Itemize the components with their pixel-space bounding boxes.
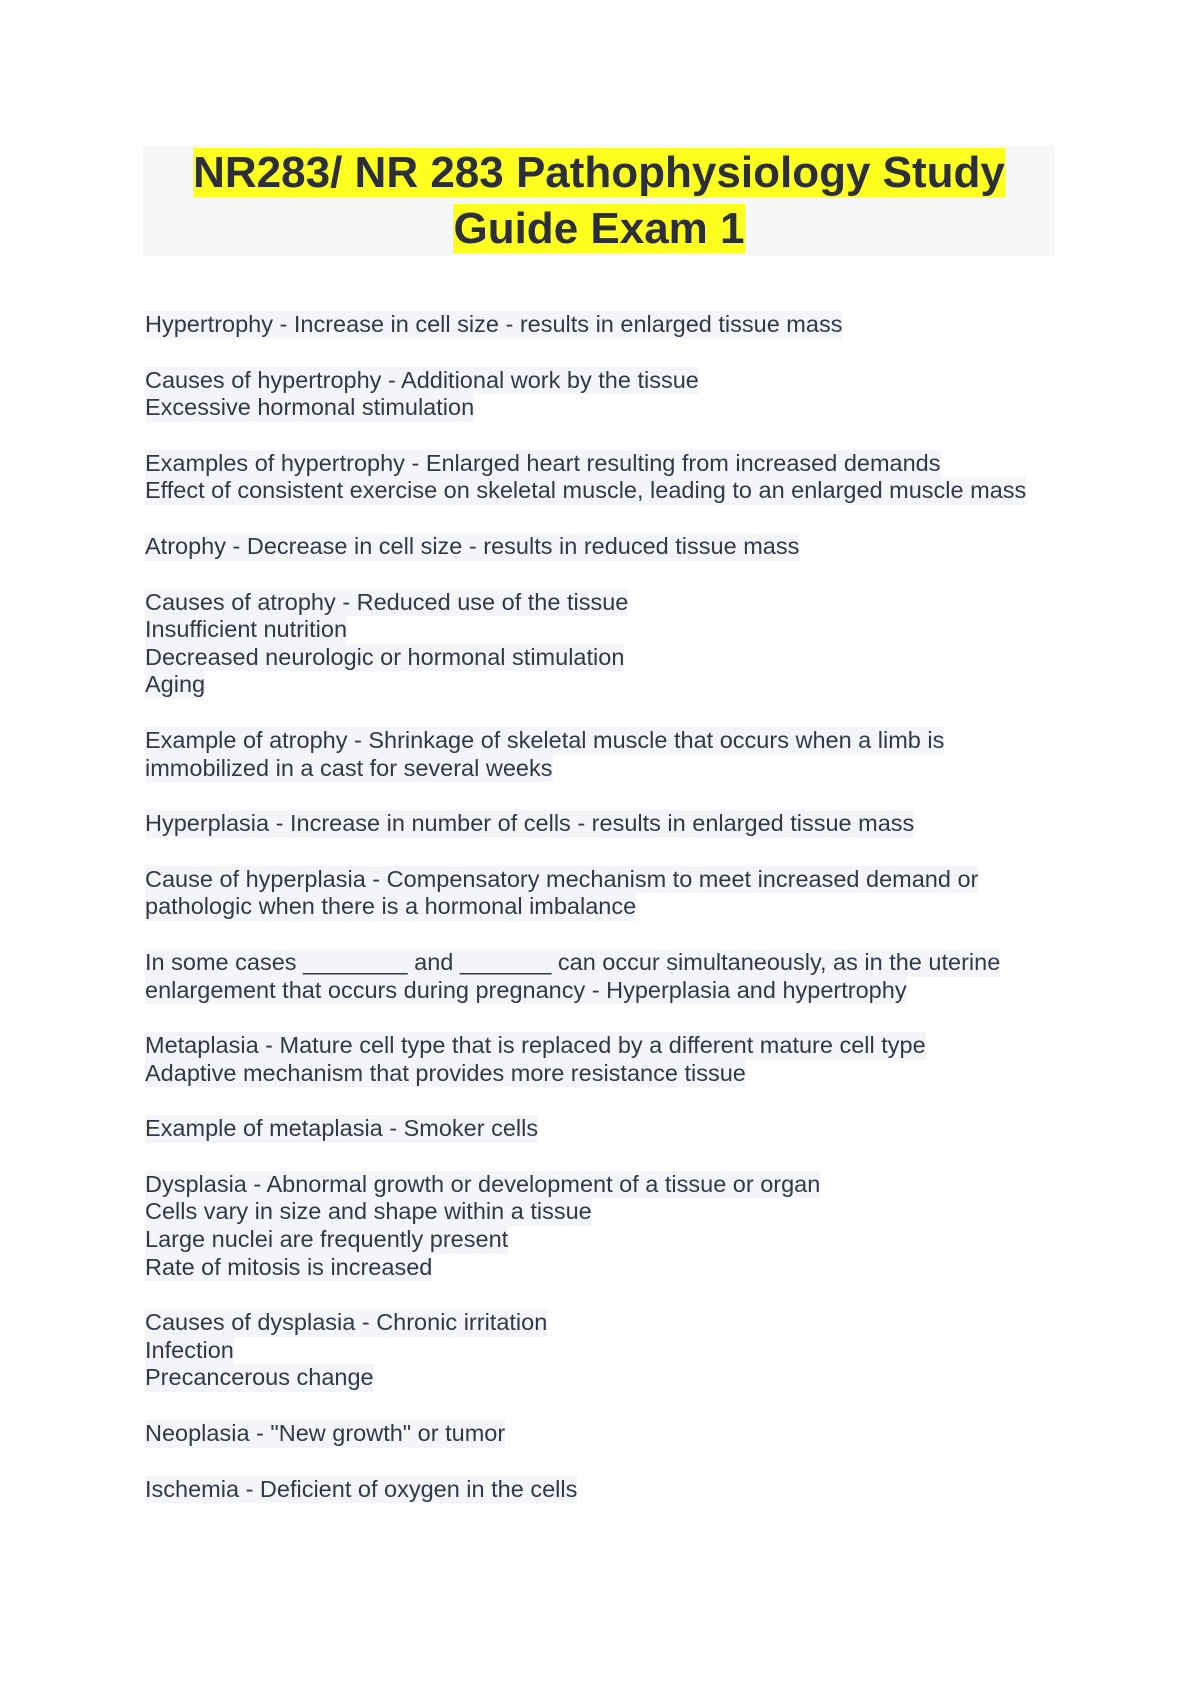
title-block	[143, 145, 1055, 256]
entry-term-line: Neoplasia - "New growth" or tumor	[145, 1420, 506, 1447]
entry-term-line: Hyperplasia - Increase in number of cells - results in enlarged tissue mass	[145, 810, 915, 837]
entry-term-line: Ischemia - Deficient of oxygen in the cells	[145, 1475, 578, 1502]
entry-term-line: Cause of hyperplasia - Compensatory mechanism to meet increased demand or	[145, 865, 979, 892]
study-entry	[145, 1476, 1065, 1504]
entry-term-line: Hypertrophy - Increase in cell size - results in enlarged tissue mass	[145, 311, 843, 337]
entry-detail-line: Precancerous change	[145, 1364, 374, 1391]
entry-detail-line: Rate of mitosis is increased	[145, 1253, 433, 1280]
entry-detail-line: Insufficient nutrition	[145, 616, 348, 643]
study-entry	[145, 367, 1065, 422]
study-guide-body	[145, 311, 1065, 1531]
study-entry	[145, 1115, 1065, 1143]
study-entry	[145, 949, 1065, 1004]
study-entry	[145, 450, 1065, 505]
entry-detail-line: pathologic when there is a hormonal imbalance	[145, 893, 637, 920]
study-entry	[145, 1032, 1065, 1087]
entry-detail-line: Effect of consistent exercise on skeletal muscle, leading to an enlarged muscle mass	[145, 477, 1027, 504]
study-entry	[145, 1420, 1065, 1448]
entry-detail-line: Excessive hormonal stimulation	[145, 394, 475, 421]
study-entry	[145, 589, 1065, 699]
study-entry	[145, 1309, 1065, 1392]
entry-term-line: Metaplasia - Mature cell type that is replaced by a different mature cell type	[145, 1032, 926, 1059]
study-entry	[145, 866, 1065, 921]
study-entry	[145, 810, 1065, 838]
entry-term-line: Causes of dysplasia - Chronic irritation	[145, 1309, 548, 1336]
entry-term-line: Atrophy - Decrease in cell size - results in reduced tissue mass	[145, 532, 800, 559]
entry-detail-line: Decreased neurologic or hormonal stimulation	[145, 643, 625, 670]
entry-term-line: Causes of hypertrophy - Additional work by the tissue	[145, 366, 699, 393]
entry-detail-line: Cells vary in size and shape within a tissue	[145, 1198, 592, 1225]
page-title-line-1: NR283/ NR 283 Pathophysiology Study	[193, 148, 1005, 197]
entry-term-line: Causes of atrophy - Reduced use of the tissue	[145, 588, 629, 615]
entry-detail-line: Aging	[145, 671, 206, 698]
entry-detail-line: immobilized in a cast for several weeks	[145, 754, 553, 781]
entry-detail-line: Adaptive mechanism that provides more resistance tissue	[145, 1059, 746, 1086]
page-title-line-2: Guide Exam 1	[453, 204, 745, 253]
study-entry	[145, 311, 1065, 339]
study-entry	[145, 1171, 1065, 1281]
entry-term-line: Dysplasia - Abnormal growth or development of a tissue or organ	[145, 1170, 821, 1197]
entry-detail-line: Infection	[145, 1336, 234, 1363]
study-entry	[145, 727, 1065, 782]
entry-term-line: In some cases ________ and _______ can occur simultaneously, as in the uterine	[145, 948, 1001, 975]
study-entry	[145, 533, 1065, 561]
entry-term-line: Examples of hypertrophy - Enlarged heart resulting from increased demands	[145, 449, 941, 476]
entry-term-line: Example of metaplasia - Smoker cells	[145, 1115, 539, 1142]
entry-detail-line: enlargement that occurs during pregnancy - Hyperplasia and hypertrophy	[145, 976, 907, 1003]
entry-term-line: Example of atrophy - Shrinkage of skeletal muscle that occurs when a limb is	[145, 726, 945, 753]
entry-detail-line: Large nuclei are frequently present	[145, 1226, 509, 1253]
